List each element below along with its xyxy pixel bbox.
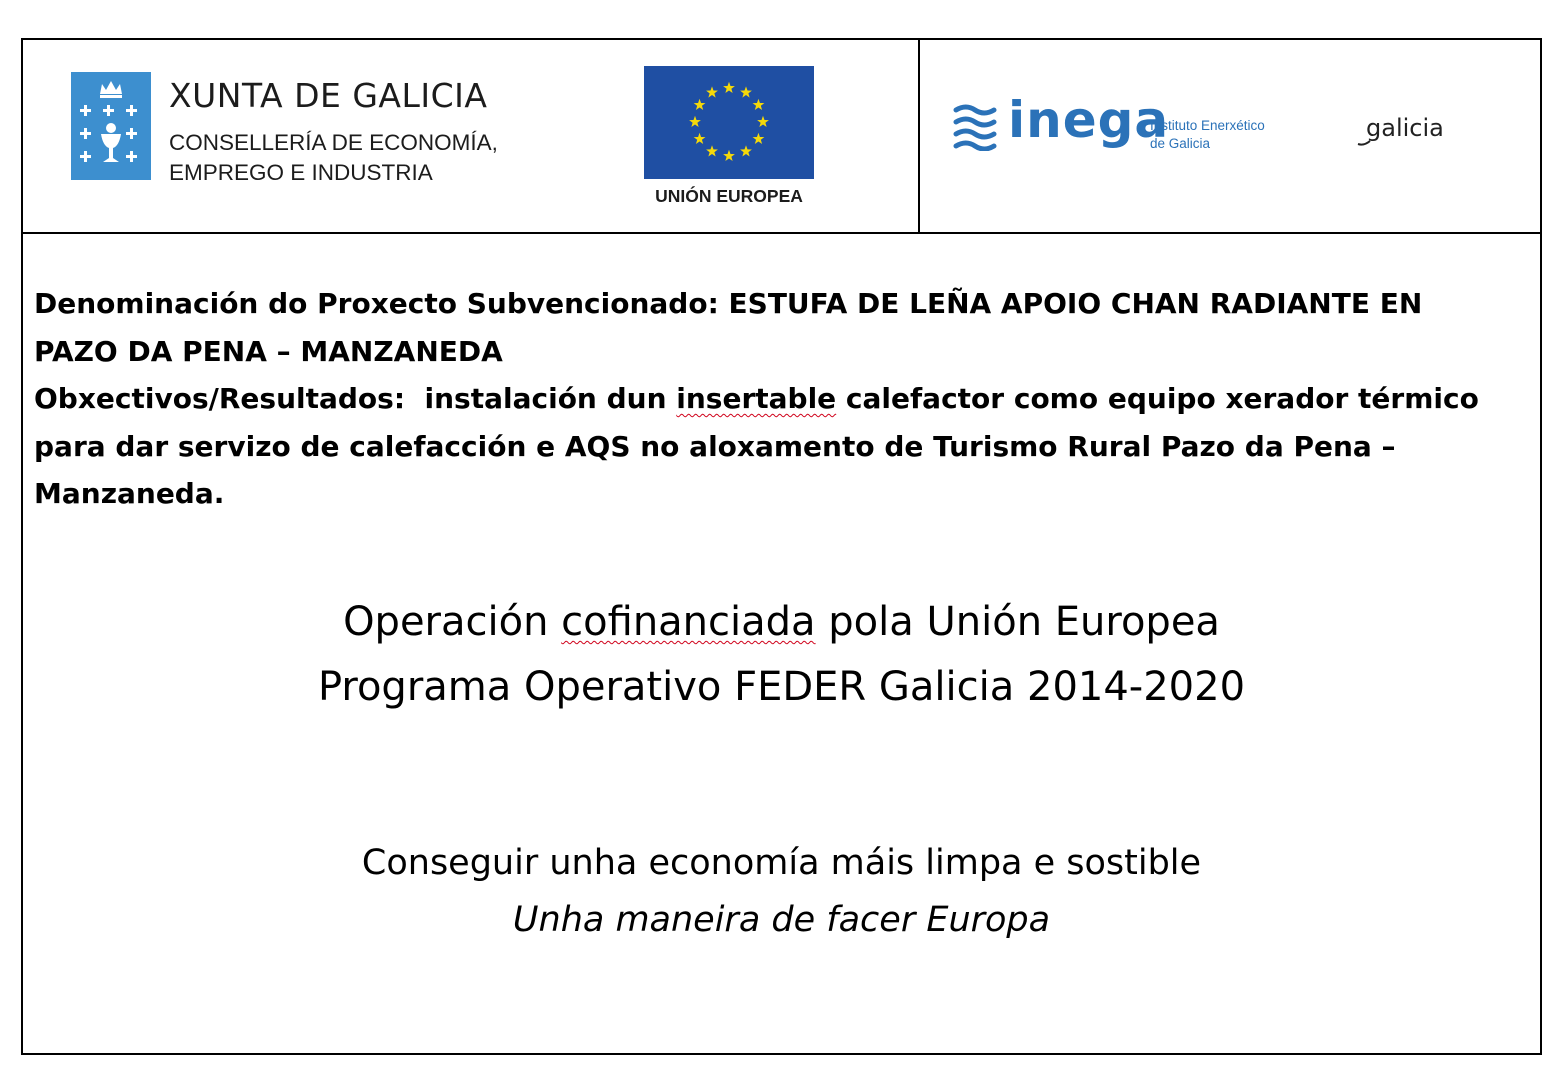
- xunta-department-line2: EMPREGO E INDUSTRIA: [169, 160, 433, 185]
- objectives-line2: para dar servizo de calefacción e AQS no aloxamento de Turismo Rural Pazo da Pena –: [34, 429, 1396, 463]
- logo-header: [23, 40, 1540, 234]
- spellcheck-word-cofinanciada: cofinanciada: [561, 599, 816, 645]
- objectives-line3: Manzaneda.: [34, 477, 225, 510]
- goal-statement: [23, 835, 1540, 949]
- galicia-brand-logo: [1356, 108, 1466, 152]
- project-name-line1: Denominación do Proxecto Subvencionado: ESTUFA DE LEÑA APOIO CHAN RADIANTE EN: [34, 287, 1423, 320]
- goal-line: Conseguir unha economía máis limpa e sostible: [361, 843, 1202, 883]
- operation-text-a: Operación: [343, 599, 562, 645]
- galicia-coat-of-arms-icon: [71, 72, 151, 180]
- cofinancing-statement: [23, 590, 1540, 720]
- inega-wordmark: inega: [1008, 91, 1170, 149]
- operation-line: [23, 590, 1540, 655]
- project-name-line2: PAZO DA PENA – MANZANEDA: [34, 334, 503, 368]
- spellcheck-word: insertable: [676, 382, 837, 415]
- operation-text-b: pola Unión Europea: [815, 599, 1220, 645]
- objectives-text-b: calefactor como equipo xerador térmico: [836, 382, 1479, 415]
- inega-subtitle-line1: Instituto Enerxético: [1150, 118, 1265, 133]
- notice-frame: [21, 38, 1542, 1055]
- header-divider: [918, 40, 920, 234]
- eu-flag-icon: [644, 66, 814, 179]
- inega-subtitle: [1150, 117, 1265, 153]
- objectives-line1: [34, 375, 1534, 423]
- project-description: [34, 280, 1534, 518]
- galicia-logo-word: galicia: [1366, 114, 1444, 142]
- programme-line: Programa Operativo FEDER Galicia 2014-2020: [317, 664, 1246, 710]
- eu-label: UNIÓN EUROPEA: [655, 186, 803, 206]
- inega-subtitle-line2: de Galicia: [1150, 136, 1211, 151]
- objectives-text-a: Obxectivos/Resultados: instalación dun: [34, 382, 677, 415]
- xunta-department: [169, 128, 498, 188]
- xunta-department-line1: CONSELLERÍA DE ECONOMÍA,: [169, 130, 498, 155]
- inega-waves-icon: [953, 103, 997, 151]
- motto-line: Unha maneira de facer Europa: [512, 900, 1051, 940]
- xunta-title: XUNTA DE GALICIA: [169, 76, 488, 115]
